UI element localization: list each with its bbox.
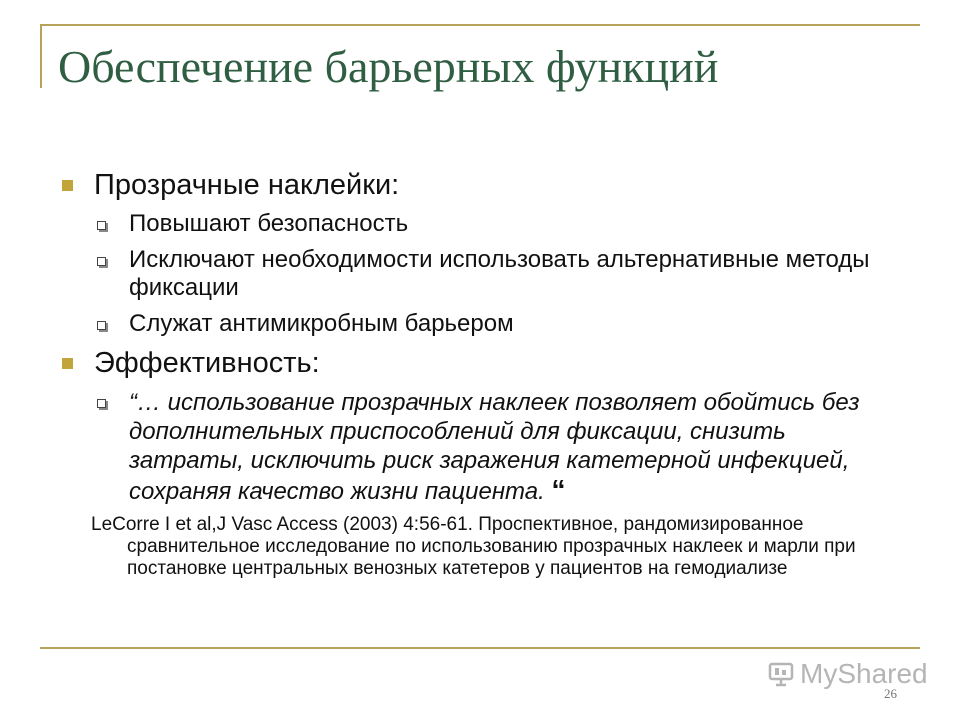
list-item-text: Повышают безопасность — [129, 210, 409, 237]
checkbox-bullet-icon — [97, 221, 106, 230]
checkbox-bullet-icon — [97, 321, 106, 330]
watermark-text: MyShared — [800, 658, 928, 689]
checkbox-bullet-icon — [97, 257, 106, 266]
list-item-text: Исключают необходимости использовать альтернативные методы фиксации — [129, 246, 870, 301]
list-item — [60, 310, 880, 338]
section-heading-effectiveness — [60, 346, 880, 380]
presentation-board-icon — [768, 661, 794, 687]
frame-bottom-line — [40, 647, 920, 649]
frame-left-line — [40, 24, 42, 88]
frame-top-line — [40, 24, 920, 26]
square-bullet-icon — [62, 358, 73, 369]
section-heading-transparent-dressings — [60, 168, 880, 202]
quote-text: “… использование прозрачных наклеек позволяет обойтись без дополнительных приспособлений для фиксации, снизить затраты, исключить риск заражения катетерной инфекцией, сохраняя качество жизни пациента. — [129, 389, 860, 505]
section-heading-text: Эффективность: — [94, 347, 320, 379]
quote-item — [60, 388, 880, 506]
watermark-logo — [768, 658, 928, 690]
section-heading-text: Прозрачные наклейки: — [94, 169, 400, 201]
list-item-text: Служат антимикробным барьером — [129, 310, 514, 337]
slide-content — [60, 168, 880, 580]
reference-citation: LeCorre I et al,J Vasc Access (2003) 4:56-61. Проспективное, рандомизированное сравнительное исследование по использованию прозрачных наклеек и марли при постановке центральных венозных катетеров у пациентов на гемодиализе — [91, 514, 856, 579]
page-number: 26 — [884, 686, 897, 701]
list-item — [60, 246, 880, 302]
list-item — [60, 210, 880, 238]
square-bullet-icon — [62, 180, 73, 191]
slide-title: Обеспечение барьерных функций — [58, 41, 719, 92]
checkbox-bullet-icon — [97, 399, 106, 408]
closing-quote-mark: “ — [551, 474, 566, 505]
